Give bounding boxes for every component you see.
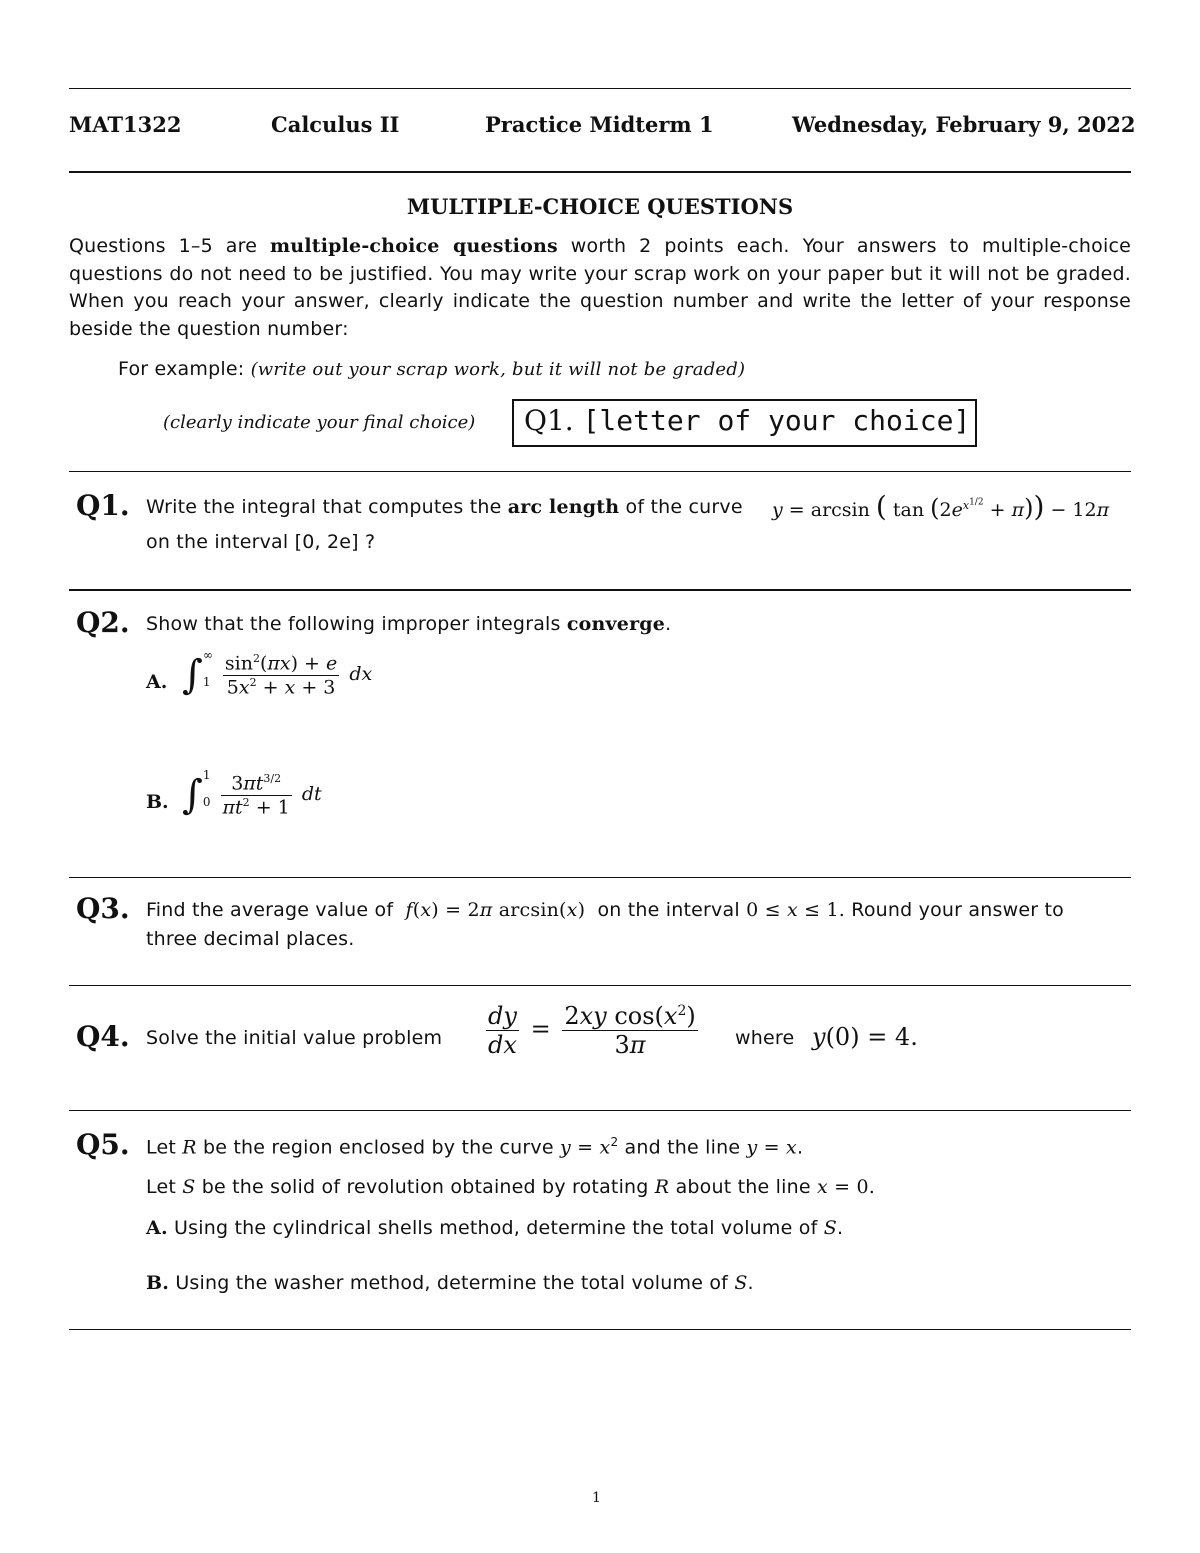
q4-label: Q4. (76, 1020, 130, 1053)
q1-curve-formula: y = arcsin ( $\tan (2e^{x^{1/2}} + \pi)) - 12\pi$ (772, 490, 1110, 523)
q5-l2-b: be the solid of revolution obtained by rotating (201, 1176, 649, 1198)
rule-before-q4 (69, 985, 1131, 986)
q2-text: Show that the following improper integrals (146, 613, 561, 635)
top-rule (69, 88, 1131, 89)
example-prefix: For example: (118, 358, 245, 380)
course-code: MAT1322 (69, 112, 182, 137)
q5-b-text: Using the washer method, determine the total volume of (175, 1272, 729, 1294)
q3-text-after: on the interval (597, 899, 740, 921)
q2-b-integral: ∫ 1 0 $\frac{3\pi t^{3/2}}{\pi t^2 + 1}$ dt (182, 768, 322, 818)
q3-text-before: Find the average value of (146, 899, 394, 921)
rule-before-q5 (69, 1110, 1131, 1111)
q3-text-end: Round your answer to (851, 899, 1064, 921)
q2-bold: converge (566, 613, 666, 635)
q5-a: A. Using the cylindrical shells method, determine the total volume of S. (146, 1217, 844, 1239)
example-final-note: (clearly indicate your final choice) (163, 412, 476, 433)
exam-date: Wednesday, February 9, 2022 (792, 112, 1136, 137)
q1-bold: arc length (507, 496, 620, 518)
q5-a-label: A. (146, 1217, 168, 1239)
q4-where: where (735, 1027, 795, 1049)
q4-text: Solve the initial value problem (146, 1027, 443, 1049)
intro-paragraph (69, 233, 1131, 343)
q5-b-label: B. (146, 1272, 170, 1294)
q5-label: Q5. (76, 1128, 130, 1161)
q3-label: Q3. (76, 892, 130, 925)
bottom-rule (69, 1329, 1131, 1330)
q2-label: Q2. (76, 606, 130, 639)
q5-b: B. Using the washer method, determine the total volume of S. (146, 1272, 754, 1294)
q2-a-label: A. (146, 671, 168, 693)
q5-line2: Let S be the solid of revolution obtained by rotating R about the line x = 0. (146, 1176, 876, 1198)
answer-box-text: [letter of your choice] (582, 404, 971, 437)
q5-line1: Let R be the region enclosed by the curve $y = x^2$ and the line y = x. (146, 1135, 804, 1159)
q1-label: Q1. (76, 489, 130, 522)
q1-text-before: Write the integral that computes the (146, 496, 502, 518)
intro-text-1: Questions 1–5 are (69, 235, 258, 257)
q2-line1: Show that the following improper integrals converge. (146, 613, 672, 635)
example-line (118, 358, 745, 380)
subject-title: Calculus II (271, 112, 400, 137)
q5-l2-c: about the line (675, 1176, 811, 1198)
q3-line1: Find the average value of f(x) = 2π arcsin(x) on the interval 0 ≤ x ≤ 1. Round your answer to (146, 899, 1064, 921)
q1-line1 (146, 496, 743, 518)
intro-bold: multiple-choice questions (270, 235, 558, 257)
section-title: MULTIPLE-CHOICE QUESTIONS (406, 194, 794, 219)
rule-before-q3 (69, 877, 1131, 878)
q5-l1-a: Let (146, 1136, 176, 1159)
q1-text-after: of the curve (625, 496, 743, 518)
page-number: 1 (592, 1490, 601, 1506)
intro-text-2: worth 2 points each. Your answers to multiple-choice questions do not need to be justified. You may write your scrap work on your paper but it will not be graded. When you reach your answer, clearly indicate the question number and write the letter of your response beside the question number: (69, 235, 1132, 340)
example-scrap-note: (write out your scrap work, but it will not be graded) (250, 359, 746, 380)
q5-l1-b: be the region enclosed by the curve (203, 1136, 554, 1159)
header-rule (69, 171, 1131, 173)
q5-l2-a: Let (146, 1176, 176, 1198)
rule-before-q1 (69, 471, 1131, 472)
rule-before-q2 (69, 589, 1131, 591)
exam-title: Practice Midterm 1 (485, 112, 714, 137)
q1-line2: on the interval [0, 2e] ? (146, 531, 376, 553)
q5-l1-c: and the line (624, 1136, 741, 1159)
q5-a-text: Using the cylindrical shells method, determine the total volume of (174, 1217, 818, 1239)
answer-box-q: Q1. (524, 404, 574, 437)
q4-initial-condition: y(0) = 4. (812, 1023, 918, 1051)
q4-ode: $\frac{dy}{dx}$ = $\frac{2xy \cos(x^2)}{3\pi}$ (488, 1002, 696, 1059)
q2-b-label: B. (146, 791, 169, 813)
answer-box-example (512, 399, 977, 447)
q2-a-integral: ∫ ∞ 1 $\frac{\sin^2(\pi x) + e}{5x^2 + x + 3}$ dx (182, 648, 373, 698)
q3-line2: three decimal places. (146, 928, 355, 950)
